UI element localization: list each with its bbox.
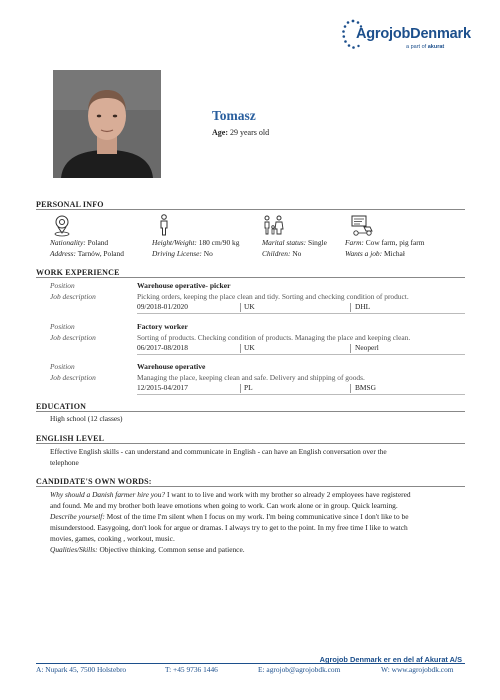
section-english-level: ENGLISH LEVEL [36, 434, 105, 443]
answer: Objective thinking. Common sense and patience. [97, 545, 245, 554]
address-value: Tarnów, Poland [77, 248, 124, 258]
job-description-label: Job description [50, 291, 96, 301]
age-value: 29 years old [230, 128, 270, 137]
family-icon [262, 213, 286, 237]
job-description: Sorting of products. Checking condition of products. Managing the place and keeping clean. [137, 333, 411, 342]
candidate-age [212, 128, 269, 137]
divider [36, 486, 465, 487]
job-meta-row [137, 343, 465, 353]
logo-subtitle [406, 44, 444, 50]
english-line: telephone [50, 458, 79, 467]
separator [350, 303, 351, 312]
job-company: Neoperl [355, 343, 379, 352]
job-labels [50, 322, 96, 343]
job-country: UK [244, 302, 255, 311]
question: Qualities/Skills: [50, 545, 98, 554]
divider [137, 354, 465, 355]
farm-label: Farm: [345, 238, 364, 247]
job-title: Warehouse operative [137, 362, 206, 371]
section-work-experience: WORK EXPERIENCE [36, 268, 120, 277]
divider [36, 209, 465, 210]
nationality-label: Nationality: [50, 238, 86, 247]
job-labels [50, 281, 96, 302]
job-dates: 09/2018-01/2020 [137, 302, 188, 311]
person-icon [152, 213, 176, 237]
job-company: DHL [355, 302, 371, 311]
wants-label: Wants a job: [345, 248, 383, 258]
candidate-photo [53, 70, 161, 178]
job-description-label: Job description [50, 372, 96, 382]
divider [137, 394, 465, 395]
footer-email[interactable]: E: agrojob@agrojobdk.com [258, 665, 341, 674]
separator [350, 384, 351, 393]
farm-value: Cow farm, pig farm [365, 238, 425, 247]
job-title: Warehouse operative- picker [137, 281, 231, 290]
job-dates: 06/2017-08/2018 [137, 343, 188, 352]
nationality-value: Poland [87, 238, 109, 247]
marital-value: Single [308, 238, 327, 247]
age-label: Age: [212, 128, 228, 137]
marital-label: Marital status: [262, 238, 307, 247]
separator [240, 384, 241, 393]
children-value: No [292, 248, 302, 258]
job-description: Managing the place, keeping clean and safe. Delivery and shipping of goods. [137, 373, 365, 382]
answer: I want to to live and work with my brother so already 2 employees have registered [165, 490, 411, 499]
job-company: BMSG [355, 383, 376, 392]
personal-col-2 [152, 238, 239, 259]
license-label: Driving License: [152, 248, 202, 258]
job-title: Factory worker [137, 322, 188, 331]
separator [240, 344, 241, 353]
job-description: Picking orders, keeping the place clean and tidy. Sorting and checking condition of product. [137, 292, 409, 301]
footer-title: Agrojob Denmark er en del af Akurat A/S [319, 655, 462, 664]
separator [240, 303, 241, 312]
answer: and found. Me and my brother both leave emotions when going to work. Can work alone or in group. Quick learning. [50, 501, 398, 510]
person-photo-icon [53, 70, 161, 178]
divider [36, 443, 465, 444]
job-meta-row [137, 383, 465, 393]
position-label: Position [50, 322, 75, 331]
address-label: Address: [50, 248, 77, 258]
license-value: No [203, 248, 213, 258]
job-country: PL [244, 383, 253, 392]
job-description-label: Job description [50, 332, 96, 342]
english-text [50, 446, 465, 468]
height-label: Height/Weight: [152, 238, 197, 247]
question: Describe yourself: [50, 512, 105, 521]
wants-value: Michał [383, 248, 405, 258]
candidate-name: Tomasz [212, 108, 256, 123]
height-value: 180 cm/90 kg [198, 238, 240, 247]
job-country: UK [244, 343, 255, 352]
education-text: High school (12 classes) [50, 414, 123, 423]
farm-icon [350, 213, 374, 237]
divider [36, 411, 465, 412]
answer: movies, games, cooking , workout, music. [50, 534, 175, 543]
answer: Most of the time I'm silent when I focus on my work. I'm being communicative since I don't like to be [104, 512, 409, 521]
personal-col-4 [345, 238, 424, 259]
divider [137, 313, 465, 314]
job-dates: 12/2015-04/2017 [137, 383, 188, 392]
children-label: Children: [262, 248, 291, 258]
question: Why should a Danish farmer hire you? [50, 490, 166, 499]
position-label: Position [50, 362, 75, 371]
section-education: EDUCATION [36, 402, 87, 411]
own-words-text [50, 489, 465, 555]
personal-col-1 [50, 238, 124, 259]
separator [350, 344, 351, 353]
section-personal-info: PERSONAL INFO [36, 200, 104, 209]
company-logo [340, 18, 470, 56]
job-labels [50, 362, 96, 383]
footer-address: A: Nupark 45, 7500 Holstebro [36, 665, 127, 674]
footer-divider [36, 663, 465, 664]
logo-sub-prefix: a part of [406, 44, 427, 50]
logo-brand: AgrojobDenmark [356, 26, 471, 42]
footer-phone: T: +45 9736 1446 [165, 665, 218, 674]
section-own-words: CANDIDATE'S OWN WORDS: [36, 477, 152, 486]
location-pin-icon [50, 213, 74, 237]
job-meta-row [137, 302, 465, 312]
answer: misunderstood. Easygoing, don't look for argue or dramas. I always try to get to the point. In my free time I like to watch [50, 523, 408, 532]
personal-col-3 [262, 238, 327, 259]
logo-sub-brand: akurat [427, 44, 445, 50]
footer-website[interactable]: W: www.agrojobdk.com [381, 665, 454, 674]
english-line: Effective English skills - can understand and communicate in English - can have an English conversation over the [50, 447, 387, 456]
divider [36, 277, 465, 278]
position-label: Position [50, 281, 75, 290]
